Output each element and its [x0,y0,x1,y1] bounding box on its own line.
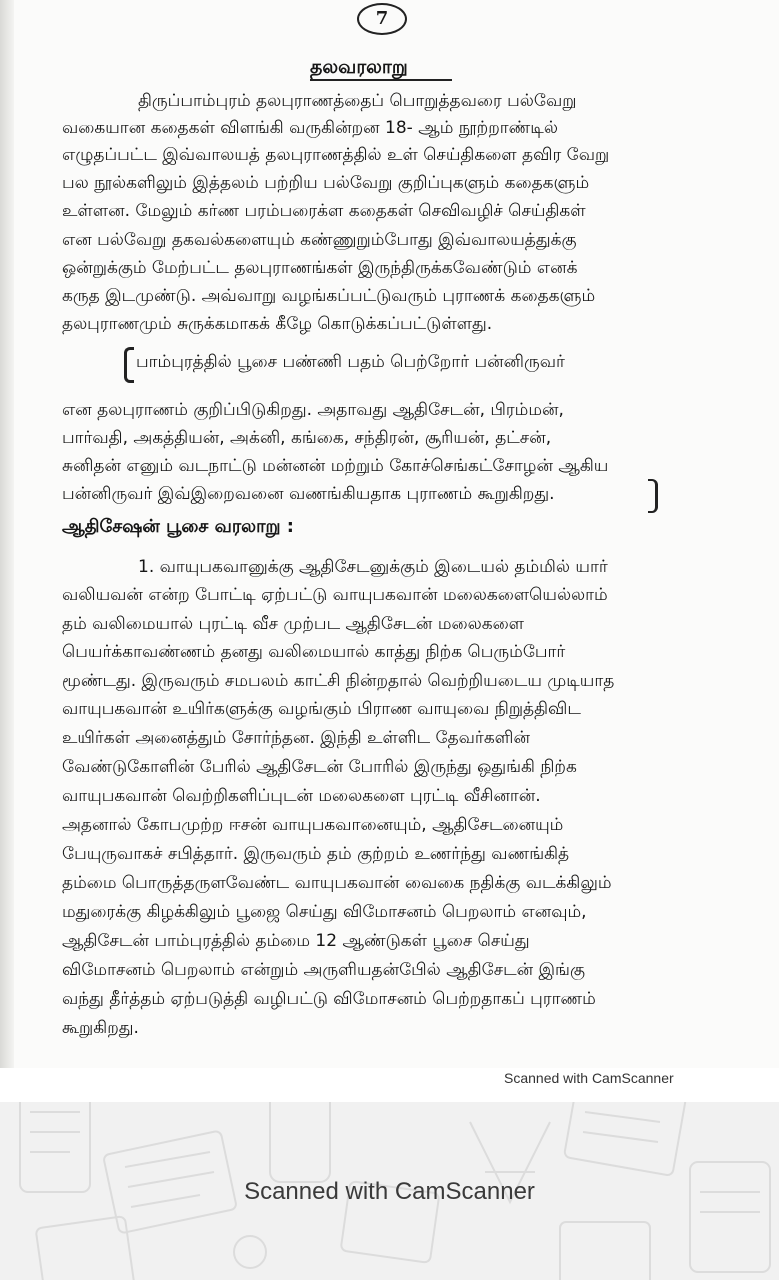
quote-bracket-open [124,347,134,383]
scan-watermark-large: Scanned with CamScanner [244,1178,535,1205]
intro-line: என பல்வேறு தகவல்களையும் கண்ணுறும்போது இவ்வாலயத்துக்கு [62,230,577,250]
story-line: வலியவன் என்ற போட்டி ஏற்பட்டு வாயுபகவான் மலைகளையெல்லாம் [62,585,608,605]
intro-line: தலபுராணமும் சுருக்கமாகக் கீழே கொடுக்கப்பட்டுள்ளது. [62,314,493,334]
quote-follow-line: பார்வதி, அகத்தியன், அக்னி, கங்கை, சந்திரன், சூரியன், தட்சன், [62,428,552,448]
intro-line: உள்ளன. மேலும் கர்ண பரம்பரைக்ள கதைகள் செவிவழிச் செய்திகள் [62,201,586,221]
story-line: மதுரைக்கு கிழக்கிலும் பூஜை செய்து விமோசனம் பெறலாம் எனவும், [62,902,587,922]
story-line: தம் வலிமையால் புரட்டி வீச முற்பட ஆதிசேடன் மலைகளை [62,614,525,634]
story-line: வேண்டுகோளின் பேரில் ஆதிசேடன் போரில் இருந்து ஒதுங்கி நிற்க [62,757,577,777]
intro-line: ஒன்றுக்கும் மேற்பட்ட தலபுராணங்கள் இருந்திருக்கவேண்டும் எனக் [62,258,578,278]
intro-line: கருத இடமுண்டு. அவ்வாறு வழங்கப்பட்டுவரும் புராணக் கதைகளும் [62,286,596,306]
story-line: விமோசனம் பெறலாம் என்றும் அருளியதன்பேில் ஆதிசேடன் இங்கு [62,960,585,980]
intro-line: எழுதப்பட்ட இவ்வாலயத் தலபுராணத்தில் உள் செய்திகளை தவிர வேறு [62,145,610,165]
intro-line: வகையான கதைகள் விளங்கி வருகின்றன 18- ஆம் நூற்றாண்டில் [62,118,558,138]
quote-follow-line: பன்னிருவர் இவ்இறைவனை வணங்கியதாக புராணம் கூறுகிறது. [62,484,555,504]
story-line: தம்மை பொருத்தருளவேண்ட வாயுபகவான் வைகை நதிக்கு வடக்கிலும் [62,873,612,893]
intro-line: திருப்பாம்புரம் தலபுராணத்தைப் பொறுத்தவரை பல்வேறு [138,91,577,111]
quote-line: பாம்புரத்தில் பூசை பண்ணி பதம் பெற்றோர் பன்னிருவர் [136,352,565,372]
story-line: பேயுருவாகச் சபித்தார். இருவரும் தம் குற்றம் உணர்ந்து வணங்கித் [62,844,570,864]
quote-follow-line: சுனிதன் எனும் வடநாட்டு மன்னன் மற்றும் கோச்செங்கட்சோழன் ஆகிய [62,456,609,476]
quote-follow-line: என தலபுராணம் குறிப்பிடுகிறது. அதாவது ஆதிசேடன், பிரம்மன், [62,400,564,420]
story-line: 1. வாயுபகவானுக்கு ஆதிசேடனுக்கும் இடையல் தம்மில் யார் [138,557,608,577]
page-number: 7 [357,3,407,35]
story-line: பெயர்க்காவண்ணம் தனது வலிமையால் காத்து நிற்க பெரும்போர் [62,642,566,662]
story-line: மூண்டது. இருவரும் சமபலம் காட்சி நின்றதால் வெற்றியடைய முடியாத [62,671,615,691]
title-underline [310,79,452,81]
page-title: தலவரலாறு [310,56,408,78]
intro-line: பல நூல்களிலும் இத்தலம் பற்றிய பல்வேறு குறிப்புகளும் கதைகளும் [62,173,590,193]
story-line: வாயுபகவான் உயிர்களுக்கு வழங்கும் பிராண வாயுவை நிறுத்திவிட [62,699,581,719]
story-line: அதனால் கோபமுற்ற ஈசன் வாயுபகவானையும், ஆதிசேடனையும் [62,815,564,835]
quote-bracket-close [648,479,658,513]
story-line: ஆதிசேடன் பாம்புரத்தில் தம்மை 12 ஆண்டுகள் பூசை செய்து [62,931,530,951]
section-heading: ஆதிசேஷன் பூசை வரலாறு : [62,516,294,537]
story-line: வாயுபகவான் வெற்றிகளிப்புடன் மலைகளை புரட்டி வீசினான். [62,786,541,806]
scan-watermark-small: Scanned with CamScanner [504,1070,674,1086]
story-line: உயிர்கள் அனைத்தும் சோர்ந்தன. இந்தி உள்ளிட தேவர்களின் [62,728,530,748]
story-line: வந்து தீர்த்தம் ஏற்படுத்தி வழிபட்டு விமோசனம் பெற்றதாகப் புராணம் [62,989,596,1009]
story-line: கூறுகிறது. [62,1018,139,1038]
